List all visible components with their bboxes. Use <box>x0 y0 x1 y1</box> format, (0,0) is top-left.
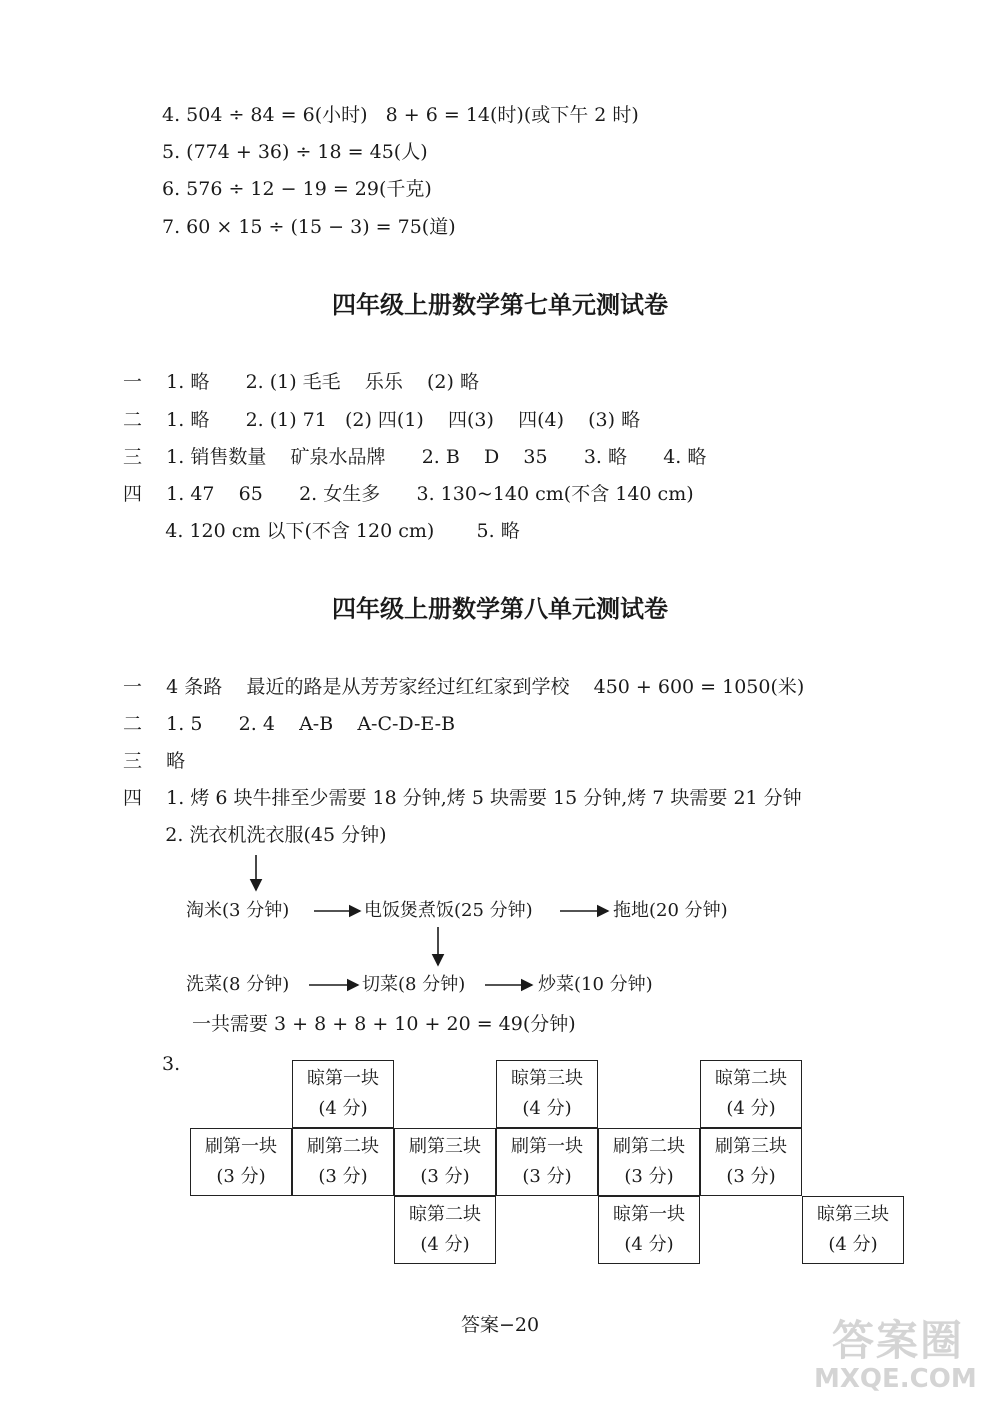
cell-text: 晾第一块 <box>613 1204 685 1225</box>
table-cell <box>190 1128 292 1196</box>
answer-line-7: 7. 60 × 15 ÷ (15 − 3) = 75(道) <box>162 216 456 238</box>
cell-time: (4 分) <box>624 1234 674 1255</box>
cell-text: 刷第三块 <box>409 1136 481 1157</box>
unit8-line: 四 1. 烤 6 块牛排至少需要 18 分钟,烤 5 块需要 15 分钟,烤 7 块需要 21 分钟 <box>123 787 802 809</box>
cell-time: (4 分) <box>828 1234 878 1255</box>
table-cell <box>496 1128 598 1196</box>
schedule-table <box>190 1060 906 1266</box>
flow-tuodi: 拖地(20 分钟) <box>613 900 728 921</box>
flow-taomi: 淘米(3 分钟) <box>186 900 290 921</box>
unit7-line: 三 1. 销售数量 矿泉水品牌 2. B D 35 3. 略 4. 略 <box>123 446 707 468</box>
cell-text: 刷第一块 <box>205 1136 277 1157</box>
unit7-line: 4. 120 cm 以下(不含 120 cm) 5. 略 <box>123 520 520 542</box>
unit8-title: 四年级上册数学第八单元测试卷 <box>332 594 668 623</box>
answer-line-6: 6. 576 ÷ 12 − 19 = 29(千克) <box>162 178 432 200</box>
watermark-url: MXQE.COM <box>814 1364 977 1394</box>
table-cell <box>394 1128 496 1196</box>
cell-time: (4 分) <box>420 1234 470 1255</box>
page-number: 答案−20 <box>460 1314 540 1336</box>
cell-time: (3 分) <box>522 1166 572 1187</box>
table-cell <box>802 1196 904 1264</box>
flow-zhufan: 电饭煲煮饭(25 分钟) <box>364 900 533 921</box>
unit8-line: 2. 洗衣机洗衣服(45 分钟) <box>123 824 387 846</box>
cell-time: (3 分) <box>624 1166 674 1187</box>
answer-line-4: 4. 504 ÷ 84 = 6(小时) 8 + 6 = 14(时)(或下午 2 时) <box>162 104 639 126</box>
table-cell <box>700 1128 802 1196</box>
cell-text: 晾第一块 <box>307 1068 379 1089</box>
q3-label: 3. <box>162 1053 181 1075</box>
table-cell <box>292 1060 394 1128</box>
total-line: 一共需要 3 + 8 + 8 + 10 + 20 = 49(分钟) <box>192 1013 576 1035</box>
unit8-line: 二 1. 5 2. 4 A-B A-C-D-E-B <box>123 713 456 735</box>
cell-time: (4 分) <box>726 1098 776 1119</box>
cell-time: (4 分) <box>318 1098 368 1119</box>
watermark-logo <box>814 1316 977 1394</box>
flow-chaocai: 炒菜(10 分钟) <box>538 974 653 995</box>
table-cell <box>394 1196 496 1264</box>
unit7-line: 一 1. 略 2. (1) 毛毛 乐乐 (2) 略 <box>123 371 479 393</box>
unit7-line: 四 1. 47 65 2. 女生多 3. 130~140 cm(不含 140 cm) <box>123 483 694 505</box>
unit7-line: 二 1. 略 2. (1) 71 (2) 四(1) 四(3) 四(4) (3) 略 <box>123 409 641 431</box>
cell-time: (3 分) <box>216 1166 266 1187</box>
cell-text: 晾第三块 <box>511 1068 583 1089</box>
cell-text: 刷第二块 <box>307 1136 379 1157</box>
cell-text: 刷第一块 <box>511 1136 583 1157</box>
unit7-title: 四年级上册数学第七单元测试卷 <box>332 290 668 319</box>
watermark-title: 答案圈 <box>832 1316 965 1365</box>
table-cell <box>700 1060 802 1128</box>
cell-text: 刷第二块 <box>613 1136 685 1157</box>
table-cell <box>496 1060 598 1128</box>
unit8-line: 三 略 <box>123 750 186 772</box>
cell-time: (4 分) <box>522 1098 572 1119</box>
answer-line-5: 5. (774 + 36) ÷ 18 = 45(人) <box>162 141 428 163</box>
table-cell <box>598 1196 700 1264</box>
cell-text: 晾第三块 <box>817 1204 889 1225</box>
cell-text: 刷第三块 <box>715 1136 787 1157</box>
table-cell <box>292 1128 394 1196</box>
cell-time: (3 分) <box>726 1166 776 1187</box>
cell-text: 晾第二块 <box>409 1204 481 1225</box>
table-cell <box>598 1128 700 1196</box>
unit8-line: 一 4 条路 最近的路是从芳芳家经过红红家到学校 450 + 600 = 1050(米) <box>123 676 805 698</box>
cell-time: (3 分) <box>420 1166 470 1187</box>
flow-xicai: 洗菜(8 分钟) <box>186 974 290 995</box>
cell-text: 晾第二块 <box>715 1068 787 1089</box>
cell-time: (3 分) <box>318 1166 368 1187</box>
flow-qiecai: 切菜(8 分钟) <box>362 974 466 995</box>
